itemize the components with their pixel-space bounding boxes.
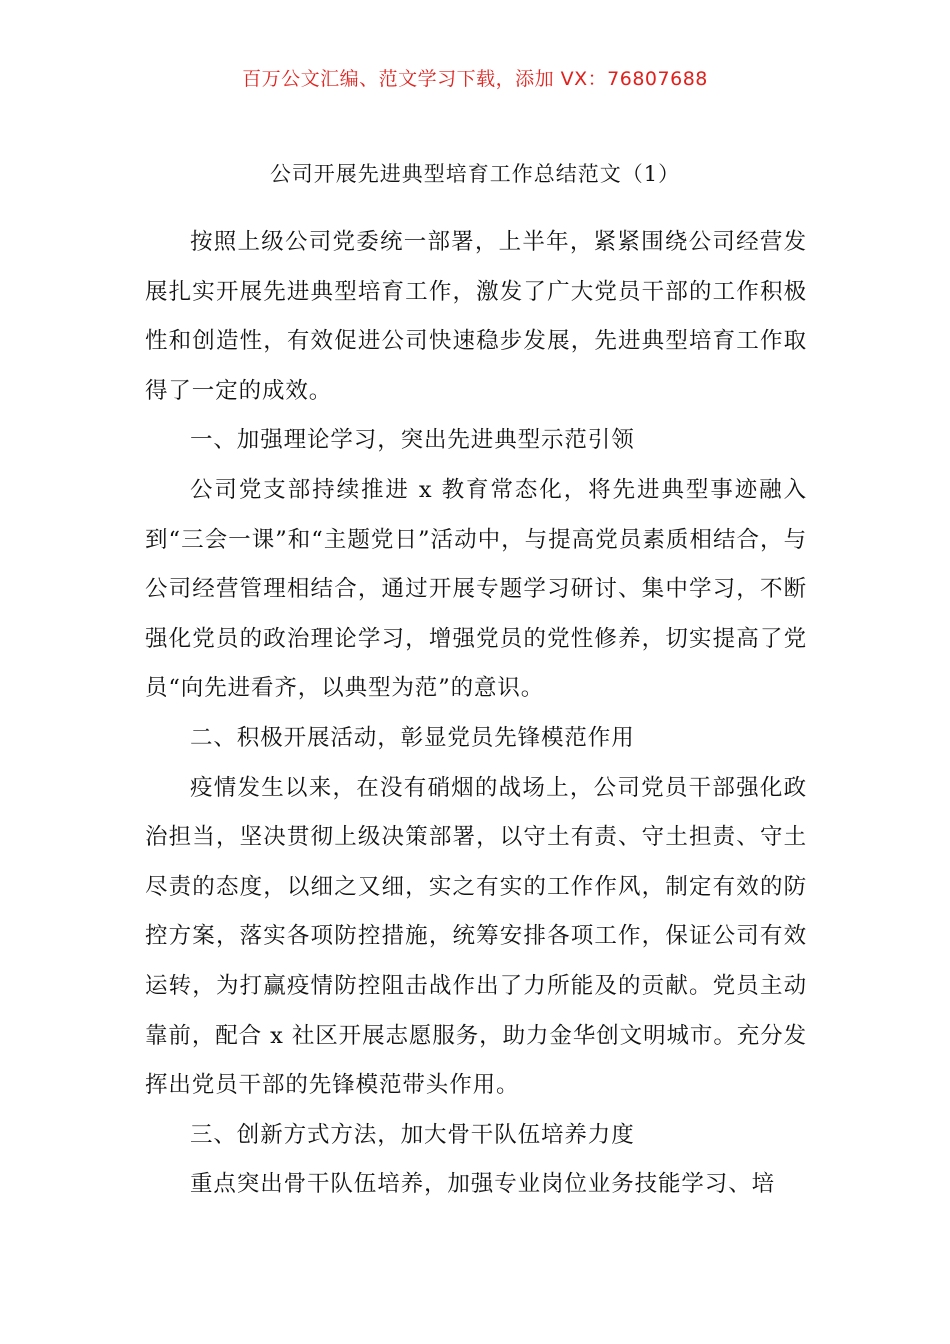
paragraph-section-3: 重点突出骨干队伍培养，加强专业岗位业务技能学习、培: [190, 1171, 776, 1198]
document-body: [145, 218, 807, 1210]
document-title: 公司开展先进典型培育工作总结范文（1）: [269, 162, 681, 186]
paragraph-section-1: 公司党支部持续推进 x 教育常态化，将先进典型事迹融入到“三会一课”和“主题党日”活动中，与提高党员素质相结合，与公司经营管理相结合，通过开展专题学习研讨、集中学习，不断强化党员的政治理论学习，增强党员的党性修养，切实提高了党员“向先进看齐，以典型为范”的意识。: [145, 476, 807, 702]
header-banner: 百万公文汇编、范文学习下载，添加 VX：76807688: [242, 68, 708, 90]
section-heading-1: 一、加强理论学习，突出先进典型示范引领: [190, 427, 635, 454]
section-heading-2: 二、积极开展活动，彰显党员先锋模范作用: [190, 724, 635, 751]
paragraph-section-2: 疫情发生以来，在没有硝烟的战场上，公司党员干部强化政治担当，坚决贯彻上级决策部署，以守土有责、守土担责、守土尽责的态度，以细之又细，实之有实的工作作风，制定有效的防控方案，落实各项防控措施，统筹安排各项工作，保证公司有效运转，为打赢疫情防控阻击战作出了力所能及的贡献。党员主动靠前，配合 x 社区开展志愿服务，助力金华创文明城市。充分发挥出党员干部的先锋模范带头作用。: [145, 774, 807, 1099]
section-heading-3: 三、创新方式方法，加大骨干队伍培养力度: [190, 1121, 635, 1148]
paragraph-intro: 按照上级公司党委统一部署，上半年，紧紧围绕公司经营发展扎实开展先进典型培育工作，激发了广大党员干部的工作积极性和创造性，有效促进公司快速稳步发展，先进典型培育工作取得了一定的成效。: [145, 229, 807, 404]
